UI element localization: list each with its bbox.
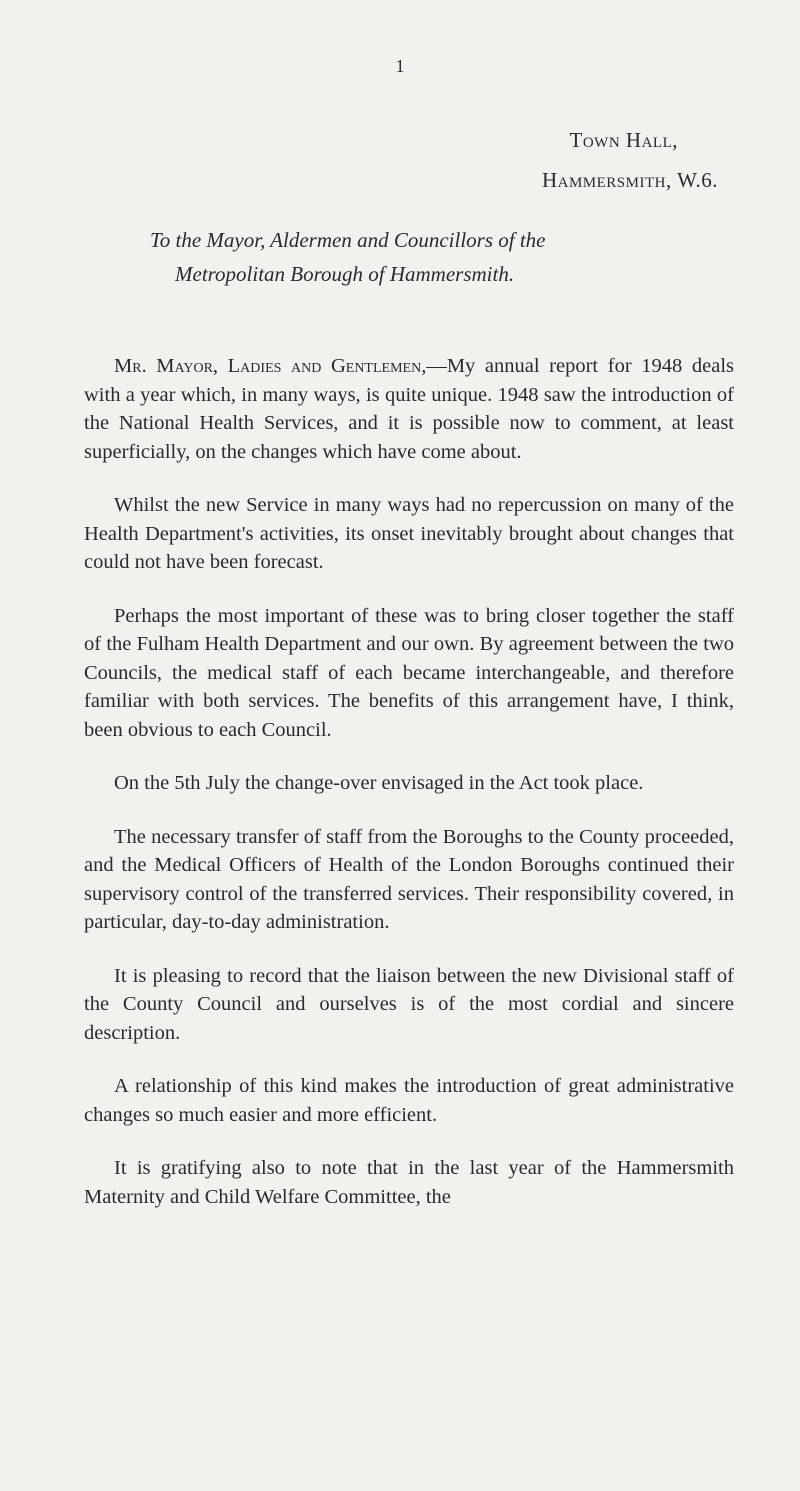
paragraph-3: Perhaps the most important of these was to bring closer together the staff of the Fulham Health Department and our own. By agreement between the two Councils, the medical staff of each became interchangeable, and therefore familiar with both services. The benefits of this arrangement have, I think, been obvious to each Council. [84,604,734,741]
address-line-1: Town Hall, [569,128,678,152]
paragraph-8: It is gratifying also to note that in the last year of the Hammersmith Maternity and Child Welfare Committee, the [84,1157,734,1208]
page-number: 1 [395,56,405,76]
address-line-2: Hammersmith, W.6. [541,168,718,192]
address-block [542,120,718,200]
paragraph-4: On the 5th July the change-over envisaged in the Act took place. [114,772,644,794]
opening-address: Mr. Mayor, Ladies and Gentlemen, [114,355,427,377]
paragraph-6: It is pleasing to record that the liaison between the new Divisional staff of the County Council and ourselves is of the most cordial and sincere description. [84,964,734,1044]
letter-body [84,352,734,1236]
paragraph-7: A relationship of this kind makes the introduction of great administrative changes so much easier and more efficient. [84,1075,734,1126]
paragraph-2: Whilst the new Service in many ways had no repercussion on many of the Health Department's activities, its onset inevitably brought about changes that could not have been forecast. [84,494,734,573]
paragraph-1 [84,352,734,466]
salutation [150,223,710,291]
salutation-line-2: Metropolitan Borough of Hammersmith. [175,262,515,286]
paragraph-1-text: —My annual report for 1948 deals with a year which, in many ways, is quite unique. 1948 saw the introduction of the National Health Services, and it is possible now to comment, at least superficially, on the changes which have come about. [84,355,735,463]
paragraph-5: The necessary transfer of staff from the Boroughs to the County proceeded, and the Medical Officers of Health of the London Boroughs continued their supervisory control of the transferred services. Their responsibility covered, in particular, day-to-day administration. [84,825,734,933]
salutation-line-1: To the Mayor, Aldermen and Councillors of the [150,228,546,252]
